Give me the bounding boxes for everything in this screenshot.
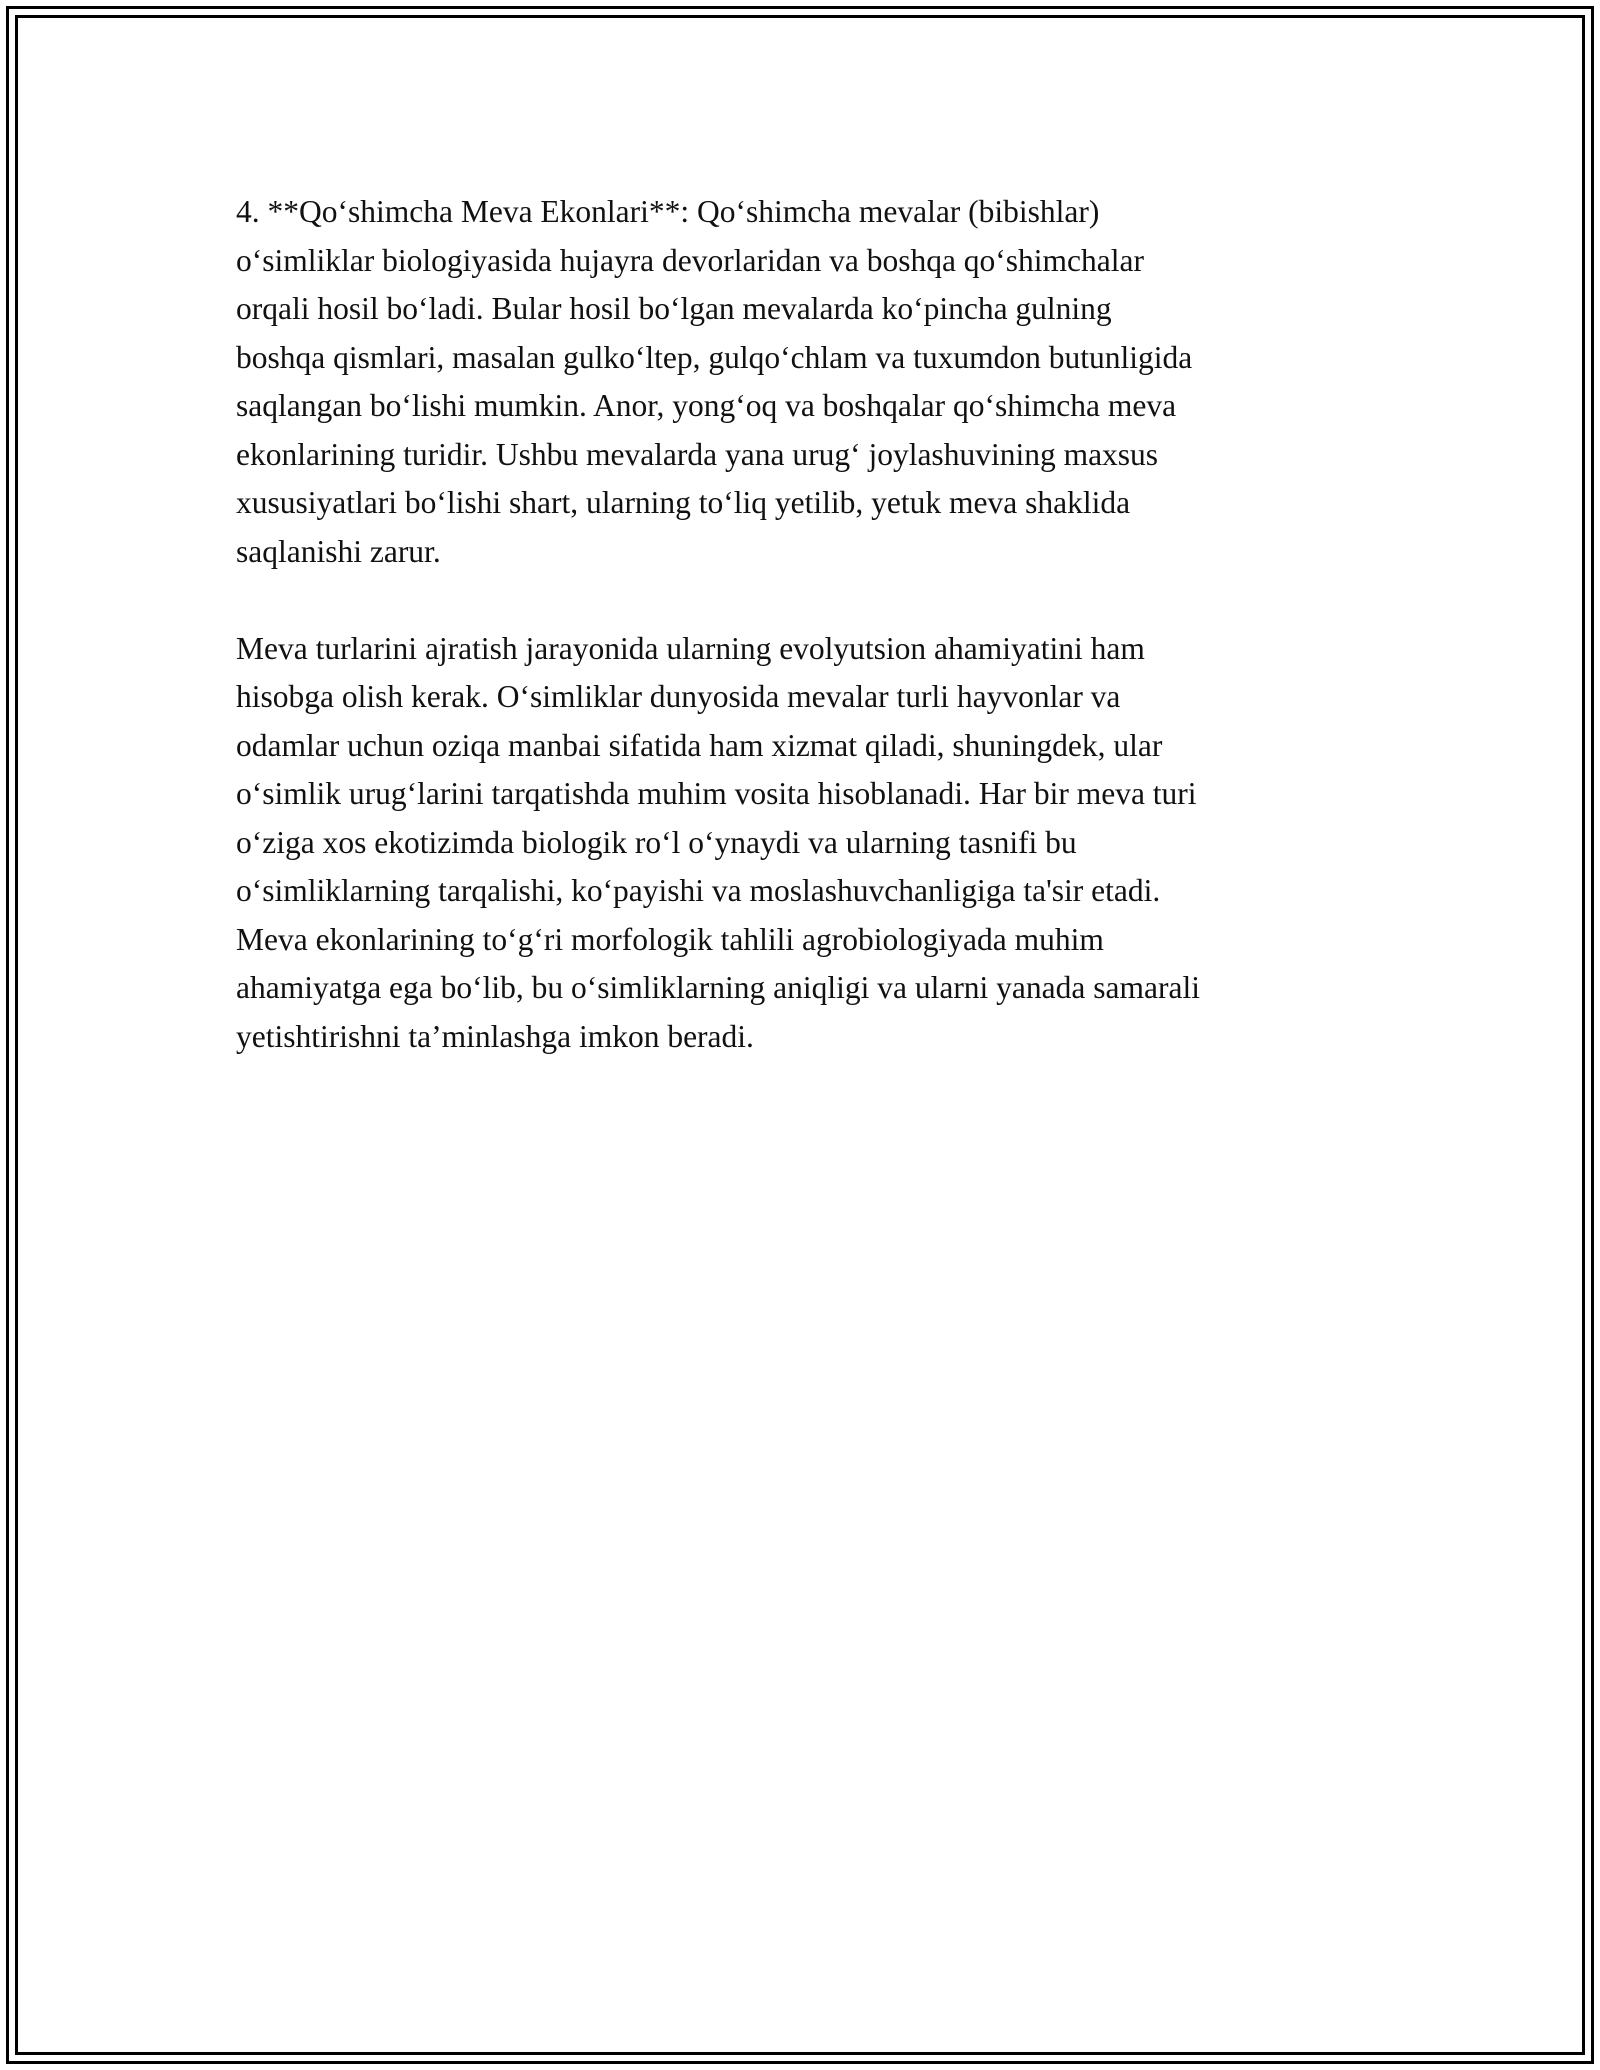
text-line: 4. **Qo‘shimcha Meva Ekonlari**: Qo‘shimcha mevalar (bibishlar) [236, 194, 1100, 229]
text-line: orqali hosil bo‘ladi. Bular hosil bo‘lgan mevalarda ko‘pincha gulning [236, 291, 1112, 326]
text-line: o‘simliklar biologiyasida hujayra devorlaridan va boshqa qo‘shimchalar [236, 242, 1144, 278]
text-line: o‘simlik urug‘larini tarqatishda muhim vosita hisoblanadi. Har bir meva turi [236, 776, 1197, 811]
text-line: odamlar uchun oziqa manbai sifatida ham xizmat qiladi, shuningdek, ular [236, 727, 1163, 763]
text-line: yetishtirishni ta’minlashga imkon beradi. [236, 1018, 754, 1054]
paragraph-evolutionary-significance [236, 625, 1366, 1062]
text-line: o‘ziga xos ekotizimda biologik ro‘l o‘ynaydi va ularning tasnifi bu [236, 824, 1077, 860]
document-body [236, 188, 1366, 1061]
text-line: o‘simliklarning tarqalishi, ko‘payishi va moslashuvchanligiga ta'sir etadi. [236, 873, 1161, 908]
text-line: saqlangan bo‘lishi mumkin. Anor, yong‘oq va boshqalar qo‘shimcha meva [236, 388, 1177, 423]
text-line: hisobga olish kerak. O‘simliklar dunyosida mevalar turli hayvonlar va [236, 679, 1121, 714]
text-line: boshqa qismlari, masalan gulko‘ltep, gulqo‘chlam va tuxumdon butunligida [236, 339, 1193, 375]
text-line: Meva ekonlarining to‘g‘ri morfologik tahlili agrobiologiyada muhim [236, 921, 1104, 957]
paragraph-additional-fruit-types [236, 188, 1366, 576]
text-line: ekonlarining turidir. Ushbu mevalarda yana urug‘ joylashuvining maxsus [236, 436, 1159, 472]
text-line: saqlanishi zarur. [236, 533, 441, 569]
text-line: Meva turlarini ajratish jarayonida ularning evolyutsion ahamiyatini ham [236, 630, 1145, 666]
text-line: xususiyatlari bo‘lishi shart, ularning to‘liq yetilib, yetuk meva shaklida [236, 485, 1131, 520]
text-line: ahamiyatga ega bo‘lib, bu o‘simliklarning aniqligi va ularni yanada samarali [236, 970, 1200, 1005]
